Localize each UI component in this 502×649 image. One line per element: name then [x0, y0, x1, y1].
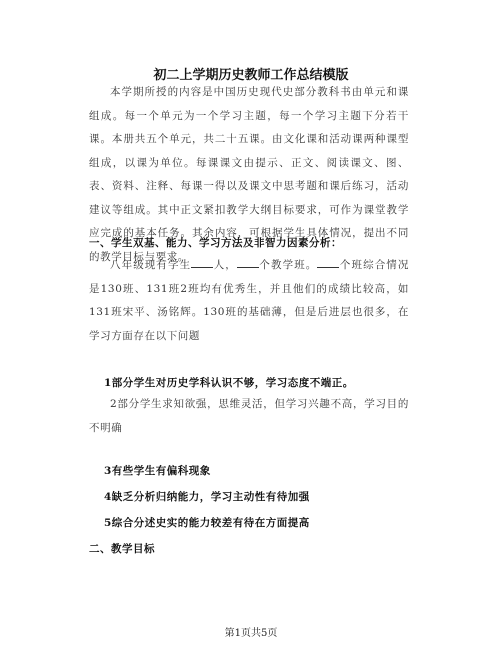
section-heading-goals: 二、教学目标 [89, 543, 155, 555]
blank-line [191, 258, 213, 268]
point-5: 5综合分述史实的能力较差有待在方面提高 [104, 517, 310, 529]
point-4: 4缺乏分析归纳能力，学习主动性有待加强 [104, 491, 310, 503]
point-2: 2部分学生求知欲强，思维灵活，但学习兴趣不高，学习目的不明确 [89, 398, 409, 434]
analysis-text-3: 个教学班。 [258, 259, 318, 271]
analysis-text-1: 八年级现有学生 [110, 259, 192, 271]
blank-line [237, 258, 259, 268]
analysis-text-2: 人， [213, 259, 237, 271]
page-footer: 第1页共5页 [224, 628, 278, 639]
document-title: 初二上学期历史教师工作总结模版 [153, 68, 349, 83]
point-1: 1部分学生对历史学科认识不够，学习态度不端正。 [104, 377, 354, 389]
analysis-paragraph [89, 254, 409, 348]
intro-paragraph: 本学期所授的内容是中国历史现代史部分教科书由单元和课组成。每一个单元为一个学习主题，每一个学习主题下分若干课。本册共五个单元，共二十五课。由文化课和活动课两种课型组成，以课为单位。每课课文由提示、正文、阅读课文、图、表、资料、注释、每课一得以及课文中思考题和课后练习，活动建议等组成。其中正文紧扣教学大纲目标要求，可作为课堂教学应完成的基本任务。其余内容，可根据学生具体情况，提出不同的教学目标与要求。 [89, 86, 409, 263]
blank-line [317, 258, 339, 268]
point-3: 3有些学生有偏科现象 [104, 465, 211, 477]
section-heading-analysis: 一、学生双基、能力、学习方法及非智力因素分析： [89, 237, 342, 249]
analysis-text-4: 个班综合情况是130班、131班2班均有优秀生，并且他们的成绩比较高，如131班宋平、汤铭辉。130班的基础薄，但是后进层也很多，在学习方面存在以下问题 [89, 259, 410, 342]
